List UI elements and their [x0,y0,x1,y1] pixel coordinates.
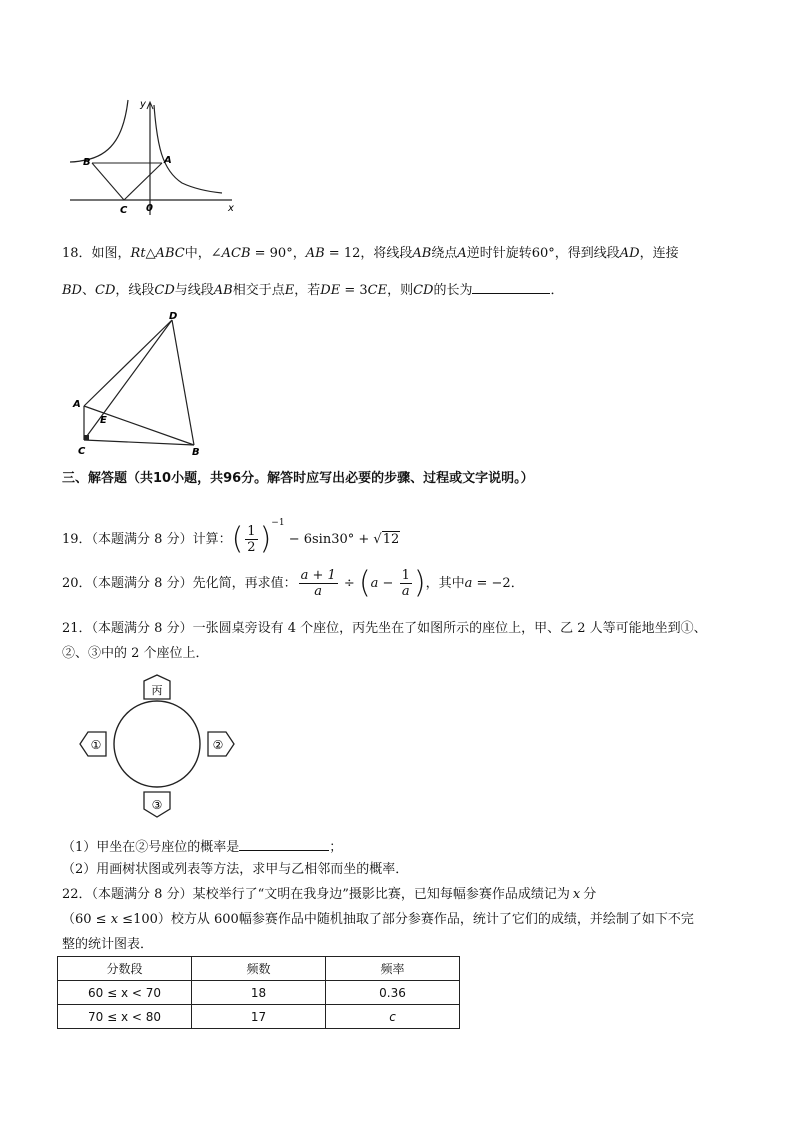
q21-line2: ②、③中的 2 个座位上． [62,646,209,661]
q18-line1: 18．如图，Rt△ABC中，∠ACB = 90°，AB = 12，将线段AB绕点A逆时针旋转60°，得到线段AD，连接 [62,246,679,261]
seat-left-label: ① [90,738,102,752]
hyperbola-right-branch [154,105,222,193]
table-cell: 17 [192,1005,326,1029]
table-header-cell: 频率 [326,957,460,981]
table-row [58,1005,460,1029]
label-b: B [83,157,91,168]
q22-line2: （60 ≤ x ≤100）校方从 600幅参赛作品中随机抽取了部分参赛作品，统计了它们的成绩，并绘制了如下不完 [62,912,694,927]
segment-ad [84,320,172,406]
table-header-cell: 频数 [192,957,326,981]
segment-bc [92,163,124,200]
seat-top-label: 丙 [151,684,163,697]
q19-line: 19．（本题满分 8 分）计算：( $\frac{1}{2}$ )$^{-1}$ − 6sin30° + √12 [62,518,400,557]
q20-fraction-1: $\frac{a + 1}{a}$ [300,568,336,599]
q20-fraction-2: $\frac{1}{a}$ [401,568,410,599]
label-e: E [100,415,107,426]
table-cell: c [326,1005,460,1029]
section-3-heading: 三、解答题（共10小题，共96分。解答时应写出必要的步骤、过程或文字说明。） [62,471,534,486]
q18-answer-blank[interactable] [472,279,550,294]
q20-line: 20．（本题满分 8 分）先化简，再求值： $\frac{a + 1}{a}$ ÷ (a − $\frac{1}{a}$ )，其中a = −2． [62,565,524,601]
table-cell: 70 ≤ x < 80 [58,1005,192,1029]
label-x: x [228,203,234,214]
label-b: B [192,447,200,458]
q22-line1: 22．（本题满分 8 分）某校举行了“文明在我身边”摄影比赛，已知每幅参赛作品成绩记为 x 分 [62,887,597,902]
q21-sub2: （2）用画树状图或列表等方法，求甲与乙相邻而坐的概率． [62,862,409,877]
hyperbola-left-branch [70,100,128,162]
label-a: A [73,399,81,410]
q17-graph-figure [62,95,242,220]
label-d: D [169,311,178,322]
table-header-cell: 分数段 [58,957,192,981]
q18-line2: BD、CD，线段CD与线段AB相交于点E，若DE = 3CE，则CD的长为 ． [62,279,563,300]
table-row [58,981,460,1005]
round-table [114,701,200,787]
table-cell: 18 [192,981,326,1005]
seat-right-label: ② [212,738,224,752]
table-cell: 60 ≤ x < 70 [58,981,192,1005]
q21-line1: 21．（本题满分 8 分）一张圆桌旁设有 4 个座位，丙先坐在了如图所示的座位上，甲、乙 2 人等可能地坐到①、 [62,621,707,636]
q21-answer-blank[interactable] [239,836,329,851]
table-header-row [58,957,460,981]
right-angle-mark [84,435,89,440]
q21-sub1: （1）甲坐在②号座位的概率是 ； [62,836,342,857]
table-cell: 0.36 [326,981,460,1005]
q18-triangle-figure [68,308,218,458]
segment-cb [84,440,194,445]
label-a: A [164,155,172,166]
segment-ca [124,163,162,200]
label-c: C [120,205,128,216]
label-c: C [78,446,86,457]
segment-bd [172,320,194,445]
seat-bottom-label: ③ [151,798,163,812]
q22-line3: 整的统计图表． [62,937,154,952]
q21-round-table-figure [72,672,242,822]
label-o: 0 [146,203,153,214]
label-y: y [140,99,146,110]
frequency-table [57,956,460,1029]
q19-fraction: $\frac{1}{2}$ [247,524,256,555]
